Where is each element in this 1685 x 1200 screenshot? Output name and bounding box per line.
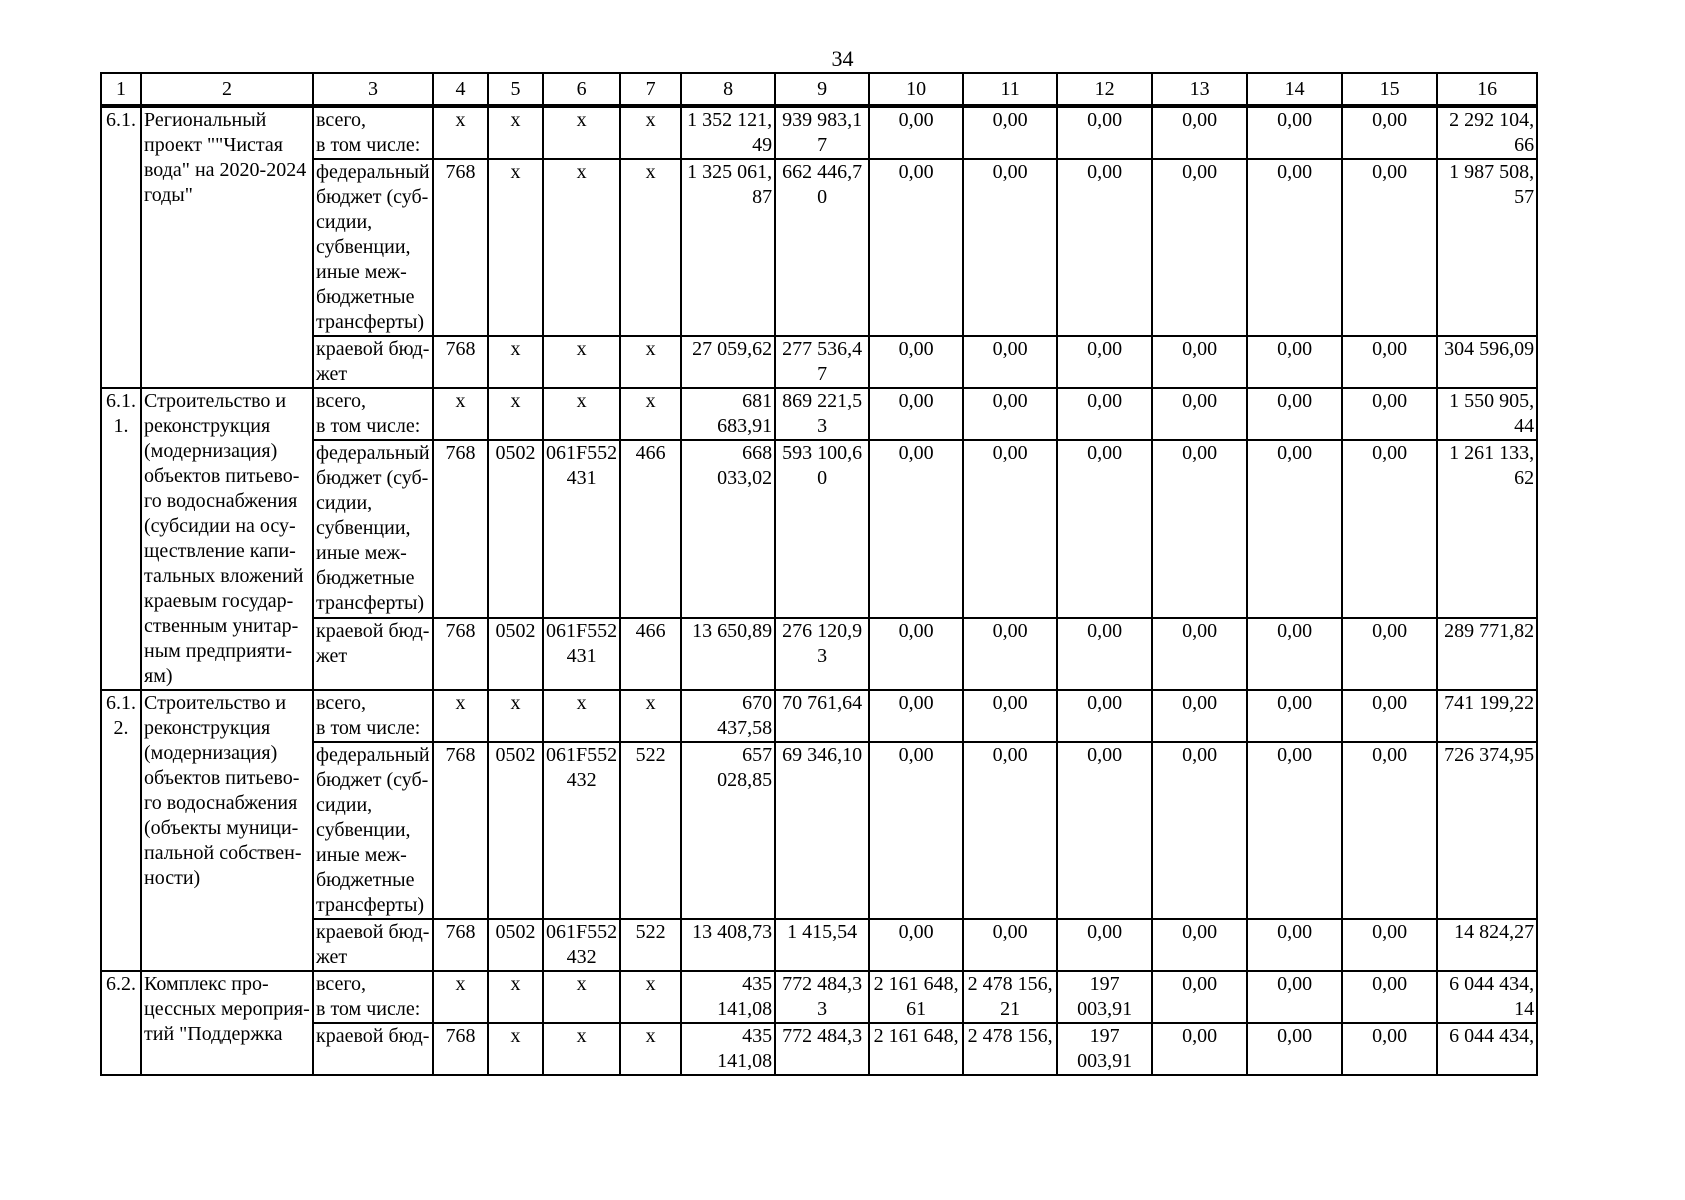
year-cell: 0,00 — [1057, 690, 1152, 742]
table-row — [101, 690, 1537, 742]
header-cell: 13 — [1152, 73, 1247, 106]
year-cell: 2 478 156, — [963, 1023, 1057, 1075]
year-cell: 0,00 — [1152, 919, 1247, 971]
table-row — [101, 971, 1537, 1023]
header-cell: 6 — [543, 73, 620, 106]
year-cell: 276 120,9 3 — [775, 618, 869, 690]
item-number-cell: 6.1. 2. — [101, 690, 141, 971]
year-cell: 0,00 — [1057, 159, 1152, 336]
header-cell: 7 — [620, 73, 681, 106]
year-cell: 0,00 — [1152, 618, 1247, 690]
target-cell: x — [543, 971, 620, 1023]
source-cell: краевой бюд- жет — [313, 336, 433, 388]
section-cell: x — [488, 106, 543, 159]
year-cell: 0,00 — [1342, 159, 1437, 336]
year-cell: 0,00 — [1247, 690, 1342, 742]
header-cell: 1 — [101, 73, 141, 106]
source-cell: федеральный бюджет (суб- сидии, субвенции, иные меж- бюджетные трансферты) — [313, 742, 433, 919]
type-cell: 466 — [620, 440, 681, 618]
year-cell: 197 003,91 — [1057, 971, 1152, 1023]
header-cell: 2 — [141, 73, 313, 106]
year-cell: 0,00 — [869, 618, 963, 690]
source-cell: всего, в том числе: — [313, 106, 433, 159]
total-cell: 6 044 434, — [1437, 1023, 1537, 1075]
year-cell: 0,00 — [1057, 440, 1152, 618]
total-cell: 741 199,22 — [1437, 690, 1537, 742]
year-cell: 435 141,08 — [681, 971, 775, 1023]
item-name-cell: Строительство и реконструкция (модернизация) объектов питьево-го водоснабжения (субсидии на осу-ществление капи-тальных вложений краевым государ-ственным унитар-ным предприяти-ям) — [141, 388, 313, 690]
type-cell: x — [620, 690, 681, 742]
table-row — [101, 440, 1537, 618]
header-cell: 15 — [1342, 73, 1437, 106]
type-cell: x — [620, 1023, 681, 1075]
table-row — [101, 388, 1537, 440]
year-cell: 0,00 — [1152, 159, 1247, 336]
year-cell: 1 325 061, 87 — [681, 159, 775, 336]
source-cell: федеральный бюджет (суб- сидии, субвенции, иные меж- бюджетные трансферты) — [313, 159, 433, 336]
section-cell: x — [488, 971, 543, 1023]
type-cell: 466 — [620, 618, 681, 690]
header-cell: 8 — [681, 73, 775, 106]
year-cell: 0,00 — [963, 388, 1057, 440]
kbk-code-cell: 768 — [433, 336, 488, 388]
target-cell: x — [543, 159, 620, 336]
section-cell: 0502 — [488, 742, 543, 919]
year-cell: 0,00 — [963, 336, 1057, 388]
source-cell: краевой бюд- жет — [313, 919, 433, 971]
year-cell: 70 761,64 — [775, 690, 869, 742]
item-number-cell: 6.1. — [101, 106, 141, 388]
total-cell: 726 374,95 — [1437, 742, 1537, 919]
total-cell: 1 261 133, 62 — [1437, 440, 1537, 618]
year-cell: 0,00 — [1152, 690, 1247, 742]
header-cell: 4 — [433, 73, 488, 106]
header-cell: 16 — [1437, 73, 1537, 106]
type-cell: x — [620, 159, 681, 336]
year-cell: 2 161 648, — [869, 1023, 963, 1075]
section-cell: x — [488, 388, 543, 440]
year-cell: 869 221,5 3 — [775, 388, 869, 440]
target-cell: x — [543, 690, 620, 742]
source-cell: федеральный бюджет (суб- сидии, субвенции, иные меж- бюджетные трансферты) — [313, 440, 433, 618]
total-cell: 289 771,82 — [1437, 618, 1537, 690]
source-cell: всего, в том числе: — [313, 388, 433, 440]
year-cell: 772 484,3 — [775, 1023, 869, 1075]
section-cell: x — [488, 1023, 543, 1075]
year-cell: 657 028,85 — [681, 742, 775, 919]
target-cell: 061F552 431 — [543, 618, 620, 690]
source-cell: краевой бюд- — [313, 1023, 433, 1075]
section-cell: x — [488, 690, 543, 742]
year-cell: 0,00 — [963, 618, 1057, 690]
year-cell: 0,00 — [1247, 106, 1342, 159]
item-name-cell: Строительство и реконструкция (модернизация) объектов питьево-го водоснабжения (объекты муници-пальной собствен-ности) — [141, 690, 313, 971]
item-name-cell: Региональный проект ""Чистая вода" на 2020-2024 годы" — [141, 106, 313, 388]
year-cell: 772 484,3 3 — [775, 971, 869, 1023]
table-row — [101, 159, 1537, 336]
header-cell: 9 — [775, 73, 869, 106]
target-cell: 061F552 432 — [543, 742, 620, 919]
source-cell: краевой бюд- жет — [313, 618, 433, 690]
source-cell: всего, в том числе: — [313, 971, 433, 1023]
table-row — [101, 618, 1537, 690]
year-cell: 2 161 648, 61 — [869, 971, 963, 1023]
type-cell: x — [620, 336, 681, 388]
budget-table — [100, 72, 1538, 1076]
header-cell: 10 — [869, 73, 963, 106]
year-cell: 1 352 121, 49 — [681, 106, 775, 159]
year-cell: 0,00 — [1057, 618, 1152, 690]
total-cell: 6 044 434, 14 — [1437, 971, 1537, 1023]
target-cell: x — [543, 336, 620, 388]
year-cell: 0,00 — [1342, 336, 1437, 388]
year-cell: 27 059,62 — [681, 336, 775, 388]
total-cell: 304 596,09 — [1437, 336, 1537, 388]
kbk-code-cell: x — [433, 690, 488, 742]
year-cell: 670 437,58 — [681, 690, 775, 742]
header-cell: 12 — [1057, 73, 1152, 106]
section-cell: 0502 — [488, 618, 543, 690]
header-cell: 5 — [488, 73, 543, 106]
table-row — [101, 919, 1537, 971]
year-cell: 0,00 — [869, 742, 963, 919]
year-cell: 69 346,10 — [775, 742, 869, 919]
year-cell: 0,00 — [869, 388, 963, 440]
year-cell: 0,00 — [1247, 336, 1342, 388]
year-cell: 0,00 — [1247, 971, 1342, 1023]
header-cell: 11 — [963, 73, 1057, 106]
year-cell: 668 033,02 — [681, 440, 775, 618]
target-cell: x — [543, 106, 620, 159]
total-cell: 14 824,27 — [1437, 919, 1537, 971]
year-cell: 0,00 — [1152, 1023, 1247, 1075]
year-cell: 197 003,91 — [1057, 1023, 1152, 1075]
type-cell: x — [620, 106, 681, 159]
source-cell: всего, в том числе: — [313, 690, 433, 742]
year-cell: 0,00 — [869, 106, 963, 159]
kbk-code-cell: 768 — [433, 618, 488, 690]
item-number-cell: 6.2. — [101, 971, 141, 1075]
year-cell: 277 536,4 7 — [775, 336, 869, 388]
year-cell: 0,00 — [1057, 742, 1152, 919]
item-name-cell: Комплекс про-цессных мероприя-тий "Поддержка — [141, 971, 313, 1075]
year-cell: 0,00 — [1342, 388, 1437, 440]
year-cell: 0,00 — [1342, 742, 1437, 919]
section-cell: 0502 — [488, 919, 543, 971]
page-number: 34 — [831, 46, 854, 71]
section-cell: x — [488, 159, 543, 336]
year-cell: 0,00 — [1057, 106, 1152, 159]
item-number-cell: 6.1. 1. — [101, 388, 141, 690]
kbk-code-cell: x — [433, 971, 488, 1023]
type-cell: x — [620, 971, 681, 1023]
year-cell: 0,00 — [1247, 919, 1342, 971]
year-cell: 0,00 — [1342, 618, 1437, 690]
table-row — [101, 336, 1537, 388]
year-cell: 0,00 — [1247, 388, 1342, 440]
year-cell: 0,00 — [869, 159, 963, 336]
total-cell: 1 550 905, 44 — [1437, 388, 1537, 440]
year-cell: 0,00 — [1247, 742, 1342, 919]
table-row — [101, 106, 1537, 159]
kbk-code-cell: 768 — [433, 919, 488, 971]
section-cell: x — [488, 336, 543, 388]
year-cell: 0,00 — [1342, 1023, 1437, 1075]
year-cell: 0,00 — [1342, 971, 1437, 1023]
year-cell: 0,00 — [1247, 618, 1342, 690]
total-cell: 2 292 104, 66 — [1437, 106, 1537, 159]
year-cell: 939 983,1 7 — [775, 106, 869, 159]
target-cell: x — [543, 388, 620, 440]
year-cell: 662 446,7 0 — [775, 159, 869, 336]
kbk-code-cell: x — [433, 106, 488, 159]
kbk-code-cell: 768 — [433, 440, 488, 618]
year-cell: 0,00 — [963, 159, 1057, 336]
year-cell: 0,00 — [869, 690, 963, 742]
year-cell: 435 141,08 — [681, 1023, 775, 1075]
year-cell: 0,00 — [1342, 440, 1437, 618]
year-cell: 0,00 — [1152, 742, 1247, 919]
year-cell: 0,00 — [963, 440, 1057, 618]
year-cell: 13 408,73 — [681, 919, 775, 971]
type-cell: 522 — [620, 919, 681, 971]
year-cell: 0,00 — [869, 440, 963, 618]
year-cell: 0,00 — [869, 919, 963, 971]
header-cell: 14 — [1247, 73, 1342, 106]
year-cell: 0,00 — [1342, 690, 1437, 742]
year-cell: 0,00 — [1247, 440, 1342, 618]
year-cell: 0,00 — [1152, 971, 1247, 1023]
target-cell: 061F552 432 — [543, 919, 620, 971]
type-cell: x — [620, 388, 681, 440]
table-row — [101, 742, 1537, 919]
year-cell: 0,00 — [1152, 440, 1247, 618]
kbk-code-cell: x — [433, 388, 488, 440]
year-cell: 0,00 — [1152, 106, 1247, 159]
year-cell: 0,00 — [963, 106, 1057, 159]
kbk-code-cell: 768 — [433, 1023, 488, 1075]
year-cell: 0,00 — [1247, 1023, 1342, 1075]
year-cell: 0,00 — [1152, 388, 1247, 440]
year-cell: 2 478 156, 21 — [963, 971, 1057, 1023]
kbk-code-cell: 768 — [433, 742, 488, 919]
section-cell: 0502 — [488, 440, 543, 618]
year-cell: 13 650,89 — [681, 618, 775, 690]
year-cell: 0,00 — [963, 742, 1057, 919]
total-cell: 1 987 508, 57 — [1437, 159, 1537, 336]
year-cell: 0,00 — [1247, 159, 1342, 336]
header-row — [101, 73, 1537, 106]
target-cell: x — [543, 1023, 620, 1075]
year-cell: 0,00 — [1057, 919, 1152, 971]
year-cell: 0,00 — [1057, 388, 1152, 440]
year-cell: 0,00 — [869, 336, 963, 388]
header-cell: 3 — [313, 73, 433, 106]
table-row — [101, 1023, 1537, 1075]
year-cell: 0,00 — [963, 690, 1057, 742]
table-body — [101, 106, 1537, 1075]
year-cell: 0,00 — [963, 919, 1057, 971]
year-cell: 0,00 — [1342, 919, 1437, 971]
kbk-code-cell: 768 — [433, 159, 488, 336]
year-cell: 593 100,6 0 — [775, 440, 869, 618]
year-cell: 1 415,54 — [775, 919, 869, 971]
target-cell: 061F552 431 — [543, 440, 620, 618]
year-cell: 681 683,91 — [681, 388, 775, 440]
year-cell: 0,00 — [1342, 106, 1437, 159]
type-cell: 522 — [620, 742, 681, 919]
year-cell: 0,00 — [1057, 336, 1152, 388]
year-cell: 0,00 — [1152, 336, 1247, 388]
